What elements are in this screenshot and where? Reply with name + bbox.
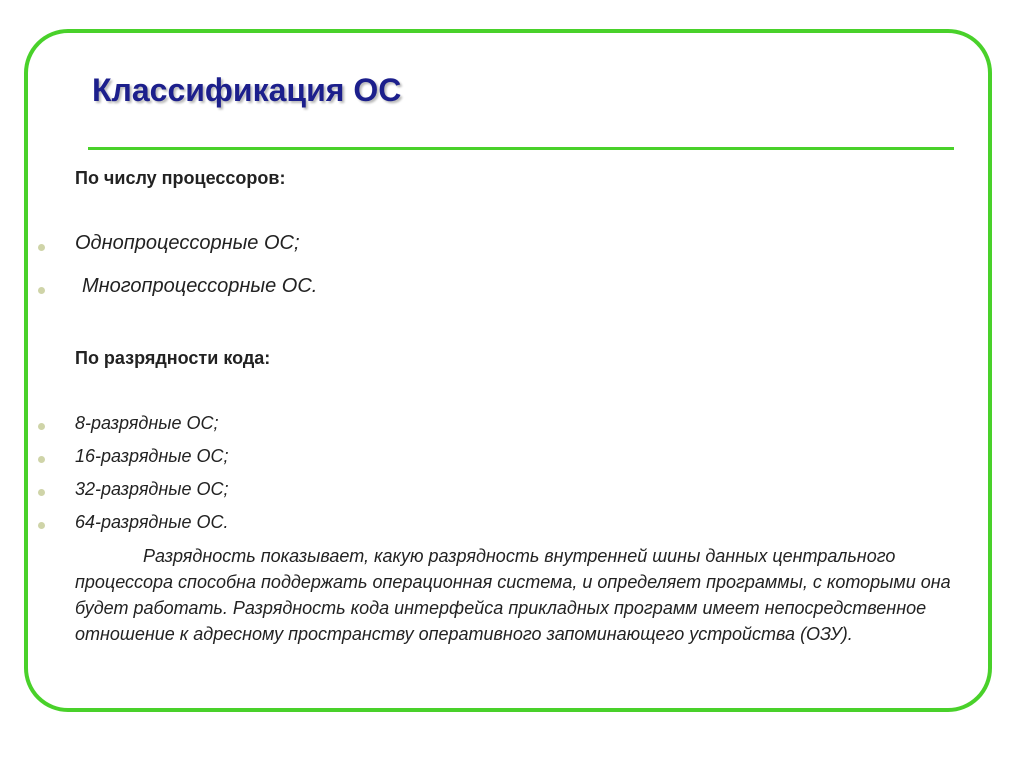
list-item-text: 64-разрядные ОС. (75, 512, 229, 532)
list-item-text: Многопроцессорные ОС. (82, 275, 318, 297)
explanation-paragraph: Разрядность показывает, какую разрядность внутренней шины данных центрального процессора способна поддержать операционная система, и определяет программы, с которыми она будет работать. Разрядность кода интерфейса прикладных программ имеет непосредственное отношение к адресному пространству оперативного запоминающего устройства (ОЗУ). (75, 546, 951, 644)
bullet-dot-icon (38, 456, 45, 463)
section-heading-processors: По числу процессоров: (75, 168, 286, 188)
section-heading-bitness: По разрядности кода: (75, 348, 271, 368)
bullet-dot-icon (38, 423, 45, 430)
bullet-dot-icon (38, 522, 45, 529)
slide-title: Классификация ОС (92, 72, 402, 108)
list-item-text: 16-разрядные ОС; (75, 446, 229, 466)
bullet-dot-icon (38, 287, 45, 294)
list-item-text: 8-разрядные ОС; (75, 413, 219, 433)
bullet-dot-icon (38, 489, 45, 496)
bullet-dot-icon (38, 244, 45, 251)
list-item-text: 32-разрядные ОС; (75, 479, 229, 499)
list-item-text: Однопроцессорные ОС; (75, 232, 300, 254)
title-divider (88, 147, 954, 150)
